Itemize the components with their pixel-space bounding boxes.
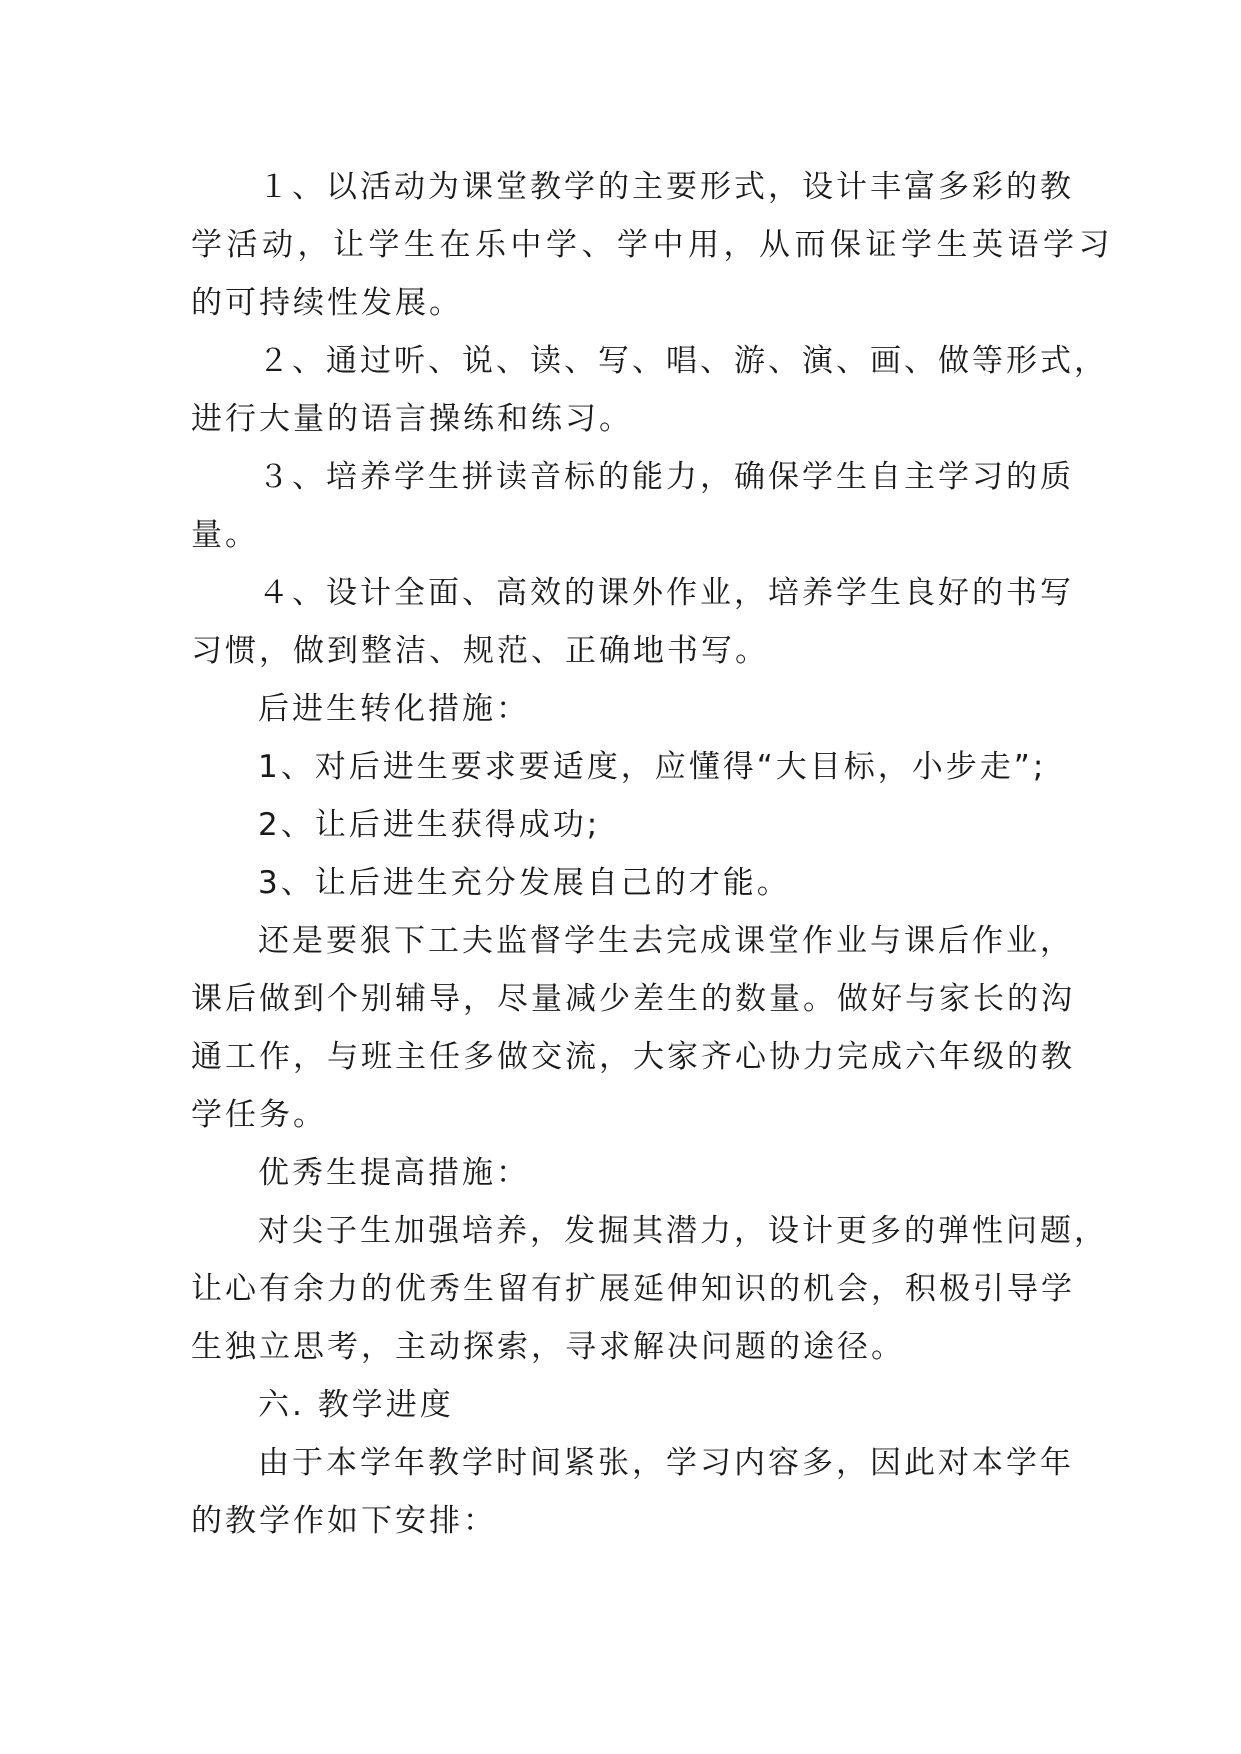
text-line: 让心有余力的优秀生留有扩展延伸知识的机会，积极引导学: [191, 1271, 1075, 1307]
text-line: 进行大量的语言操练和练习。: [191, 401, 633, 437]
text-line: ３、培养学生拼读音标的能力，确保学生自主学习的质: [258, 459, 1074, 495]
text-line: １、以活动为课堂教学的主要形式，设计丰富多彩的教: [258, 169, 1074, 205]
text-line: 通工作，与班主任多做交流，大家齐心协力完成六年级的教: [191, 1039, 1075, 1075]
text-line: ２、通过听、说、读、写、唱、游、演、画、做等形式，: [258, 343, 1108, 379]
text-line: 1、对后进生要求要适度，应懂得“大目标，小步走”;: [258, 749, 1047, 785]
text-line: 生独立思考，主动探索，寻求解决问题的途径。: [191, 1329, 905, 1365]
text-line: 课后做到个别辅导，尽量减少差生的数量。做好与家长的沟: [191, 981, 1075, 1017]
text-line: 由于本学年教学时间紧张，学习内容多，因此对本学年: [258, 1445, 1074, 1481]
text-line: 优秀生提高措施：: [258, 1155, 530, 1191]
text-line: 量。: [191, 517, 259, 553]
text-line: 2、让后进生获得成功;: [258, 807, 601, 843]
text-line: 后进生转化措施：: [258, 691, 530, 727]
text-line: 还是要狠下工夫监督学生去完成课堂作业与课后作业，: [258, 923, 1074, 959]
text-line: 学活动，让学生在乐中学、学中用，从而保证学生英语学习: [191, 227, 1114, 263]
text-line: 对尖子生加强培养，发掘其潜力，设计更多的弹性问题，: [258, 1213, 1108, 1249]
text-line: 的可持续性发展。: [191, 285, 463, 321]
text-line: 习惯，做到整洁、规范、正确地书写。: [191, 633, 769, 669]
text-line: 的教学作如下安排：: [191, 1503, 497, 1539]
text-line: ４、设计全面、高效的课外作业，培养学生良好的书写: [258, 575, 1074, 611]
text-line: 3、让后进生充分发展自己的才能。: [258, 865, 791, 901]
text-line: 学任务。: [191, 1097, 327, 1133]
section-heading: 六. 教学进度: [258, 1387, 454, 1423]
